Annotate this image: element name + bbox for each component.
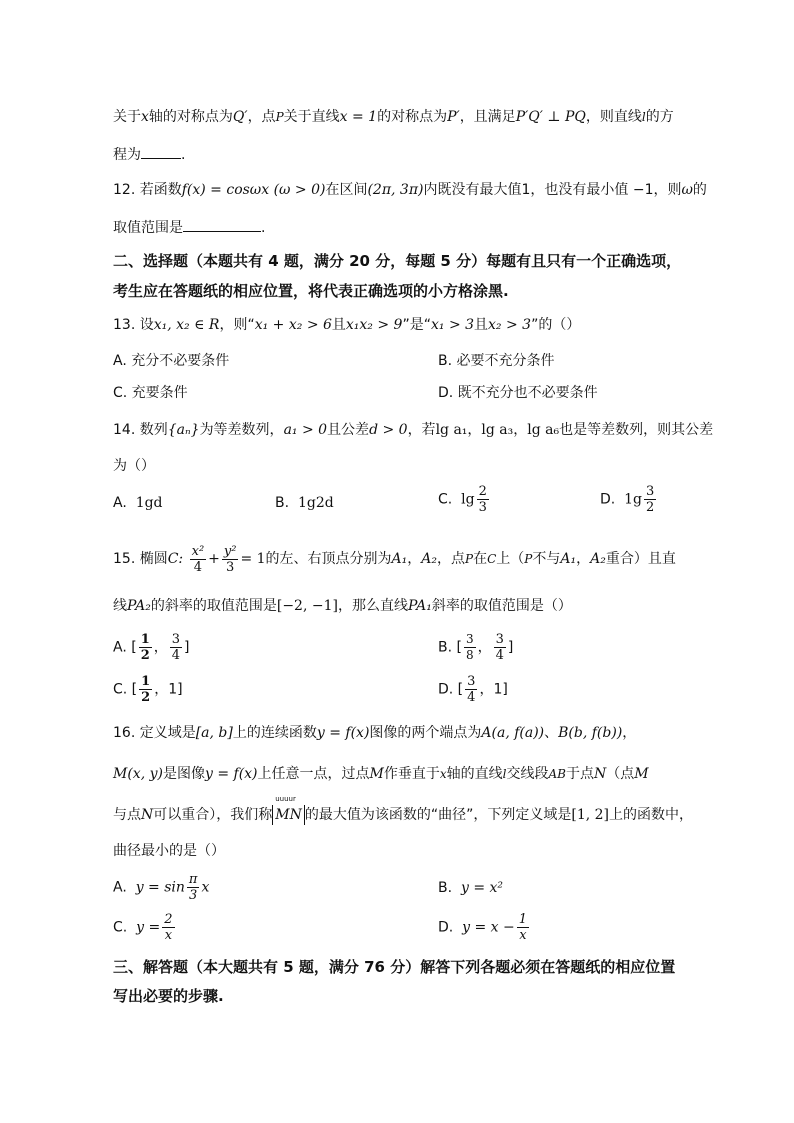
fraction: $\frac{3}{2}$	[646, 484, 655, 515]
fraction: $\frac{2}{x}$	[164, 912, 173, 943]
q14-option-b: B. 1g2d	[275, 495, 334, 511]
q16-option-a: A. y = sin $\frac{\pi}{3}$ x	[113, 872, 210, 903]
section-2-heading-line-1: 二、选择题（本题共有 4 题，满分 20 分，每题 5 分）每题有且只有一个正确选项，	[113, 252, 682, 270]
vector-magnitude: uuuur MN	[272, 805, 305, 825]
q12-line-1: 12. 若函数f(x) = cosωx (ω > 0)在区间(2π, 3π)内既没有最大值1，也没有最小值 −1，则ω的	[113, 182, 707, 198]
fraction: $\frac{1}{2}$	[141, 674, 151, 705]
q11-line-1: 关于x轴的对称点为Q′，点P关于直线x = 1的对称点为P′，且满足P′Q′ ⊥ PQ，则直线l的方	[113, 109, 674, 125]
fraction: $\frac{\pi}{3}$	[188, 872, 198, 903]
q16-option-c: C. y = $\frac{2}{x}$	[113, 912, 173, 943]
q16-stem-line-4: 曲径最小的是（）	[113, 843, 225, 859]
q15-option-b: B. [ $\frac{3}{8}$ ， $\frac{3}{4}$ ]	[438, 632, 514, 663]
answer-blank	[141, 144, 181, 159]
section-2-heading-line-2: 考生应在答题纸的相应位置，将代表正确选项的小方格涂黑.	[113, 282, 509, 300]
fraction: $\frac{1}{x}$	[518, 912, 528, 943]
q15-option-c: C. [ $\frac{1}{2}$ ，1]	[113, 674, 183, 705]
q16-stem-line-1: 16. 定义域是[a, b]上的连续函数y = f(x)图像的两个端点为A(a, f(a))、B(b, f(b))，	[113, 725, 637, 741]
q16-option-d: D. y = x − $\frac{1}{x}$	[438, 912, 528, 943]
q15-stem-line-2: 线PA₂的斜率的取值范围是[−2, −1]，那么直线PA₁斜率的取值范围是（）	[113, 598, 572, 614]
q16-stem-line-2: M(x, y)是图像y = f(x)上任意一点，过点M作垂直于x轴的直线l交线段AB于点N（点M	[113, 766, 649, 782]
q13-option-d: D. 既不充分也不必要条件	[438, 385, 598, 401]
q13-option-a: A. 充分不必要条件	[113, 353, 230, 369]
q14-option-a: A. 1gd	[113, 495, 163, 511]
fraction: $\frac{3}{4}$	[495, 632, 504, 663]
q11-line-2: 程为 .	[113, 144, 703, 165]
fraction: $\frac{\text{y²}}{3}$	[223, 543, 237, 575]
fraction: $\frac{3}{4}$	[171, 632, 181, 663]
q14-option-d: D. 1g $\frac{3}{2}$	[600, 484, 655, 515]
section-3-heading-line-1: 三、解答题（本大题共有 5 题，满分 76 分）解答下列各题必须在答题纸的相应位置	[113, 958, 676, 976]
q14-option-c: C. lg $\frac{2}{3}$	[438, 484, 487, 515]
fraction: $\frac{1}{2}$	[140, 632, 150, 663]
q14-stem-line-1: 14. 数列{aₙ}为等差数列，a₁ > 0且公差d > 0，若lg a₁，lg a₃，lg a₆也是等差数列，则其公差	[113, 422, 714, 438]
q15-stem-line-1: 15. 椭圆C: $\frac{\text{x²}}{4}$ + $\frac{\text{y²}}{3}$ = 1的左、右顶点分别为A₁，A₂，点P在C上（P不与A₁，A₂重合）且直	[113, 543, 676, 575]
fraction: $\frac{3}{8}$	[465, 632, 474, 662]
answer-blank	[183, 217, 261, 232]
q13-option-c: C. 充要条件	[113, 385, 188, 401]
q13-stem: 13. 设x₁, x₂ ∈ R，则“x₁ + x₂ > 6且x₁x₂ > 9”是“x₁ > 3且x₂ > 3”的（）	[113, 317, 581, 333]
q16-option-b: B. y = x²	[438, 880, 504, 896]
q14-stem-line-2: 为（）	[113, 458, 155, 474]
q15-option-d: D. [ $\frac{3}{4}$ ，1]	[438, 674, 508, 705]
section-3-heading-line-2: 写出必要的步骤.	[113, 987, 224, 1005]
fraction: $\frac{3}{4}$	[467, 674, 476, 705]
q15-option-a: A. [ $\frac{1}{2}$ ， $\frac{3}{4}$ ]	[113, 632, 190, 663]
q16-stem-line-3: 与点N可以重合），我们称 uuuur MN 的最大值为该函数的“曲径”，下列定义域是[1, 2]上的函数中，	[113, 795, 693, 823]
q13-option-b: B. 必要不充分条件	[438, 353, 555, 369]
q12-line-2: 取值范围是 .	[113, 217, 703, 238]
fraction: $\frac{2}{3}$	[478, 484, 487, 515]
fraction: $\frac{\text{x²}}{4}$	[191, 543, 205, 575]
